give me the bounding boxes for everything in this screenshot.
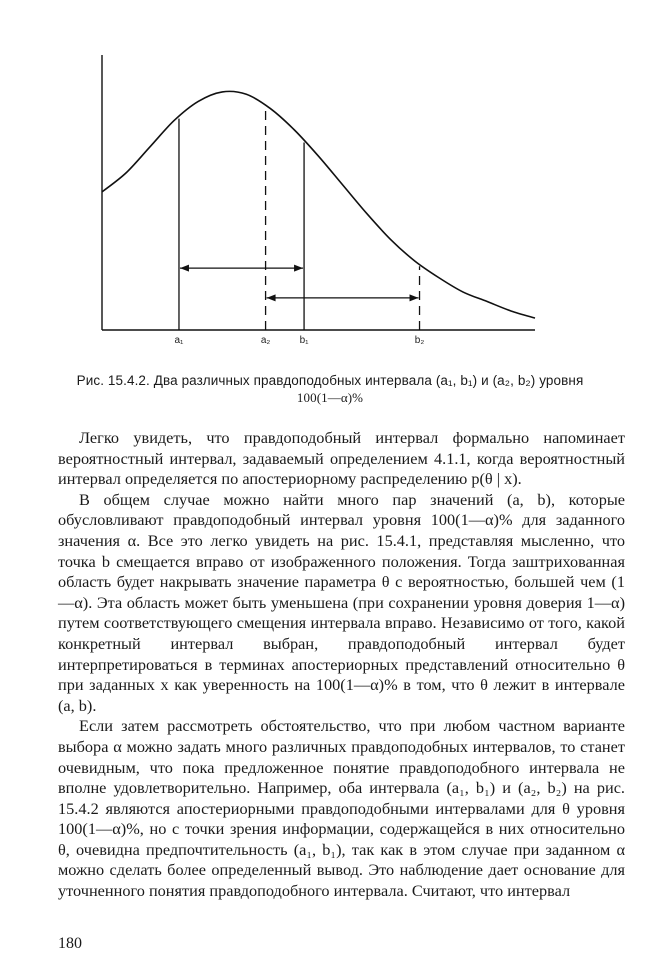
paragraph-2: В общем случае можно найти много пар значений (a, b), которые обусловливают правдоподобный интервал уровня 100(1—α)% для заданного значения α. Все это легко увидеть на рис. 15.4.1, представляя мысленно, что точка b смещается вправо от изображенного положения. Тогда заштрихованная область будет накрывать значение параметра θ с вероятностью, большей чем (1—α). Эта область может быть уменьшена (при сохранении уровня доверия 1—α) путем соответствующего смещения интервала вправо. Независимо от того, какой конкретный интервал выбран, правдоподобный интервал будет интерпретироваться в терминах апостериорных представлений относительно θ при заданных x как уверенность на 100(1—α)% в том, что θ лежит в интервале (a, b). bbox=[58, 489, 625, 715]
marker-label-3: b₂ bbox=[414, 335, 425, 346]
marker-label-1: a₂ bbox=[260, 335, 271, 346]
paragraph-1: Легко увидеть, что правдоподобный интервал формально напоминает вероятностный интервал, задаваемый определением 4.1.1, когда вероятностный интервал определяется по апостериорному распределению p(θ | x). bbox=[58, 428, 625, 489]
page-number: 180 bbox=[58, 935, 82, 952]
body-text bbox=[58, 428, 625, 902]
paragraph-3: Если затем рассмотреть обстоятельство, что при любом частном варианте выбора α можно задать много различных правдоподобных интервалов, то станет очевидным, что пока предложенное понятие правдоподобного интервала не вполне удовлетворительно. Например, оба интервала (a₁, b₁) и (a₂, b₂) на рис. 15.4.2 являются апостериорными правдоподобными интервалами для θ уровня 100(1—α)%, но с точки зрения информации, содержащейся в них относительно θ, очевидна предпочтительность (a₁, b₁), так как в этом случае при заданном α можно сделать более определенный вывод. Это наблюдение дает основание для уточненного понятия правдоподобного интервала. Считают, что интервал bbox=[58, 716, 625, 901]
figure bbox=[0, 0, 650, 360]
density-curve bbox=[102, 91, 535, 318]
interval-arrow-0 bbox=[180, 265, 303, 272]
marker-label-0: a₁ bbox=[174, 335, 184, 346]
caption-level: 100(1—α)% bbox=[296, 390, 364, 405]
marker-label-2: b₁ bbox=[299, 335, 309, 346]
density-chart bbox=[0, 0, 650, 360]
interval-arrow-1 bbox=[267, 294, 419, 301]
caption-text: Рис. 15.4.2. Два различных правдоподобных интервала (a₁, b₁) и (a₂, b₂) уровня bbox=[76, 373, 584, 388]
figure-caption bbox=[30, 372, 630, 406]
